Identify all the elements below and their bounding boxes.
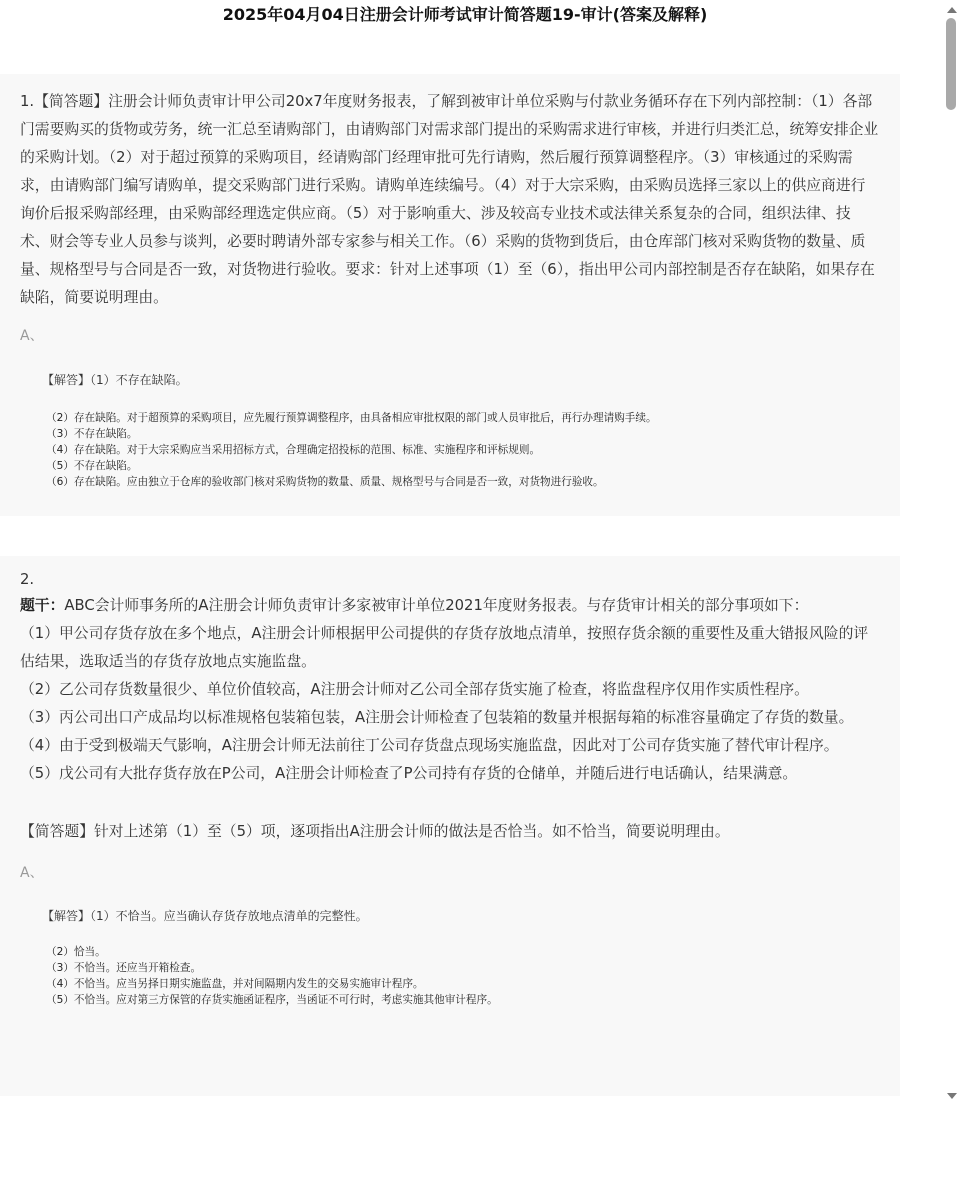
stem-item: （4）由于受到极端天气影响，A注册会计师无法前往丁公司存货盘点现场实施监盘，因此对丁公司存货实施了替代审计程序。 bbox=[20, 737, 839, 754]
answer-heading: 【解答】（1）不恰当。应当确认存货存放地点清单的完整性。 bbox=[42, 909, 368, 923]
vertical-scrollbar[interactable] bbox=[943, 0, 960, 1105]
answer-item: （3）不恰当。还应当开箱检查。 bbox=[46, 962, 202, 974]
answer-item: （5）不恰当。应对第三方保管的存货实施函证程序，当函证不可行时，考虑实施其他审计程序。 bbox=[46, 994, 498, 1006]
answer-item: （2）存在缺陷。对于超预算的采购项目，应先履行预算调整程序，由具备相应审批权限的部门或人员审批后，再行办理请购手续。 bbox=[46, 412, 657, 424]
question-card-2 bbox=[0, 556, 900, 1096]
stem-item: （1）甲公司存货存放在多个地点，A注册会计师根据甲公司提供的存货存放地点清单，按照存货余额的重要性及重大错报风险的评估结果，选取适当的存货存放地点实施监盘。 bbox=[20, 625, 869, 670]
scroll-down-arrow-icon[interactable] bbox=[947, 1093, 957, 1099]
stem-item: （3）丙公司出口产成品均以标准规格包装箱包装，A注册会计师检查了包装箱的数量并根据每箱的标准容量确定了存货的数量。 bbox=[20, 709, 854, 726]
question-2-stem bbox=[20, 592, 880, 620]
question-2-task bbox=[20, 818, 880, 846]
answer-item: （4）不恰当。应当另择日期实施监盘，并对间隔期内发生的交易实施审计程序。 bbox=[46, 978, 424, 990]
option-a[interactable]: A、 bbox=[20, 328, 44, 344]
stem-text: ABC会计师事务所的A注册会计师负责审计多家被审计单位2021年度财务报表。与存货审计相关的部分事项如下： bbox=[64, 597, 809, 614]
task-text: 针对上述第（1）至（5）项，逐项指出A注册会计师的做法是否恰当。如不恰当，简要说明理由。 bbox=[94, 823, 730, 840]
scroll-thumb[interactable] bbox=[946, 18, 956, 110]
answer-item: （5）不存在缺陷。 bbox=[46, 460, 138, 472]
answer-item: （4）存在缺陷。对于大宗采购应当采用招标方式，合理确定招投标的范围、标准、实施程序和评标规则。 bbox=[46, 444, 541, 456]
answer-list bbox=[46, 944, 880, 1008]
question-card-1 bbox=[0, 74, 900, 516]
question-number: 2. bbox=[20, 571, 35, 588]
stem-item: （5）戊公司有大批存货存放在P公司，A注册会计师检查了P公司持有存货的仓储单，并随后进行电话确认，结果满意。 bbox=[20, 765, 798, 782]
question-body: 注册会计师负责审计甲公司20x7年度财务报表，了解到被审计单位采购与付款业务循环存在下列内部控制：（1）各部门需要购买的货物或劳务，统一汇总至请购部门，由请购部门对需求部门提出的采购需求进行审核，并进行归类汇总，统筹安排企业的采购计划。（2）对于超过预算的采购项目，经请购部门经理审批可先行请购，然后履行预算调整程序。（3）审核通过的采购需求，由请购部门编写请购单，提交采购部门进行采购。请购单连续编号。（4）对于大宗采购，由采购员选择三家以上的供应商进行询价后报采购部经理，由采购部经理选定供应商。（5）对于影响重大、涉及较高专业技术或法律关系复杂的合同，组织法律、技术、财会等专业人员参与谈判，必要时聘请外部专家参与相关工作。（6）采购的货物到货后，由仓库部门核对采购货物的数量、质量、规格型号与合同是否一致，对货物进行验收。要求：针对上述事项（1）至（6），指出甲公司内部控制是否存在缺陷，如果存在缺陷，简要说明理由。 bbox=[20, 93, 879, 306]
question-type-tag: 【简答题】 bbox=[20, 823, 94, 840]
question-type-tag: 【简答题】 bbox=[34, 93, 109, 110]
question-number: 1. bbox=[20, 93, 35, 110]
page-title: 2025年04月04日注册会计师考试审计简答题19-审计(答案及解释) bbox=[222, 5, 708, 24]
answer-item: （2）恰当。 bbox=[46, 946, 106, 958]
stem-items bbox=[20, 620, 880, 788]
question-1-text bbox=[20, 88, 880, 312]
option-a[interactable]: A、 bbox=[20, 865, 44, 881]
stem-label: 题干： bbox=[20, 597, 65, 614]
answer-item: （3）不存在缺陷。 bbox=[46, 428, 138, 440]
answer-item: （6）存在缺陷。应由独立于仓库的验收部门核对采购货物的数量、质量、规格型号与合同是否一致，对货物进行验收。 bbox=[46, 476, 604, 488]
scroll-up-arrow-icon[interactable] bbox=[947, 7, 957, 13]
answer-heading: 【解答】（1）不存在缺陷。 bbox=[42, 373, 188, 387]
answer-list bbox=[46, 410, 880, 490]
stem-item: （2）乙公司存货数量很少、单位价值较高，A注册会计师对乙公司全部存货实施了检查，将监盘程序仅用作实质性程序。 bbox=[20, 681, 809, 698]
